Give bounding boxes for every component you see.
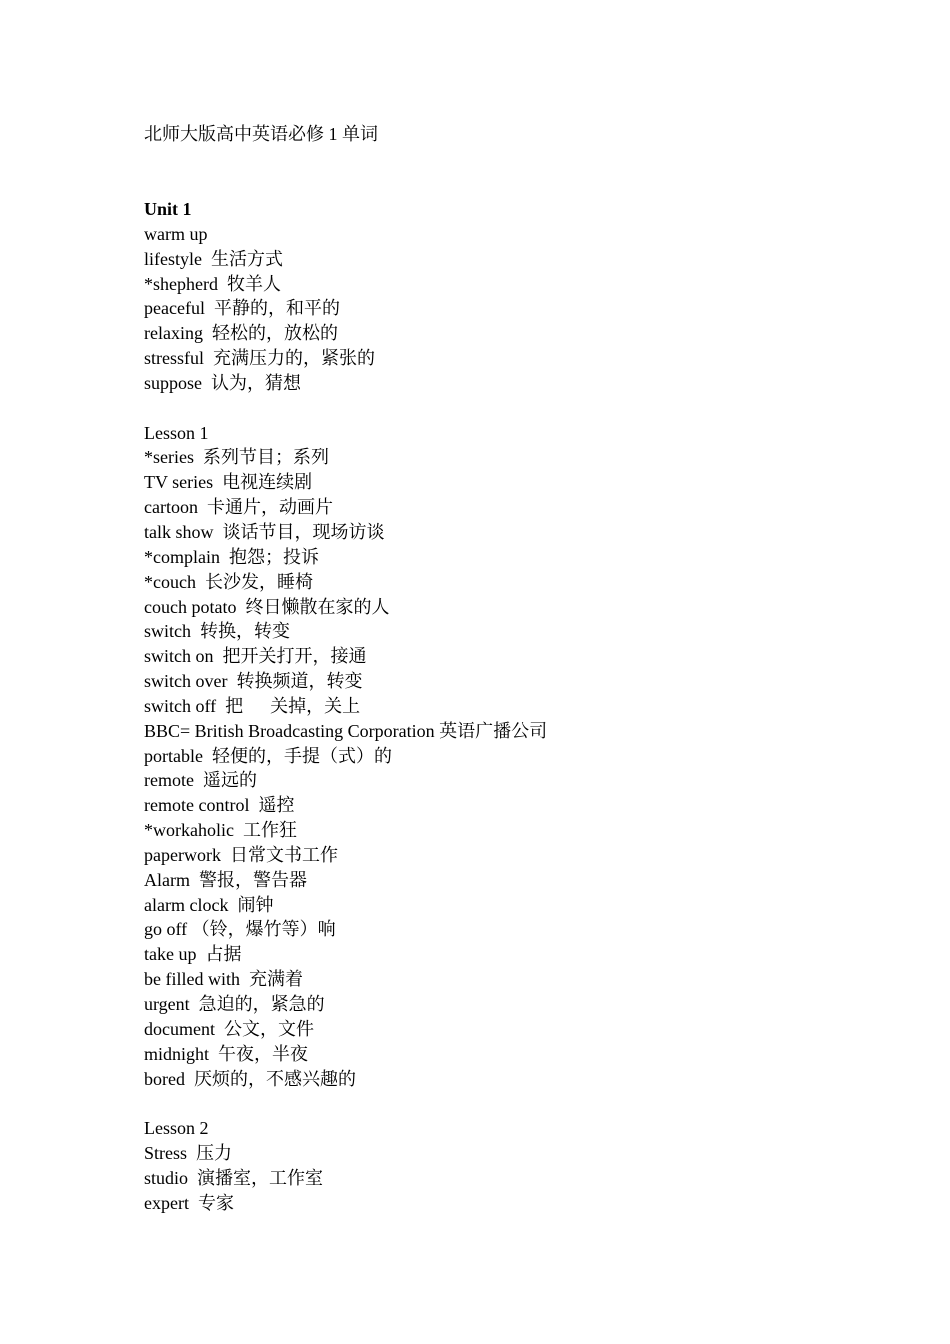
vocab-entry: midnight 午夜，半夜 (144, 1043, 309, 1064)
vocab-entry: TV series 电视连续剧 (144, 472, 313, 493)
vocab-entry: expert 专家 (144, 1192, 234, 1213)
vocab-entry: *shepherd 牧羊人 (144, 273, 281, 294)
lesson-heading: Lesson 1 (144, 422, 209, 443)
warmup-list (144, 222, 904, 396)
vocab-entry: *complain 抱怨；投诉 (144, 546, 319, 567)
lesson2-list (144, 1141, 904, 1216)
vocab-entry: *workaholic 工作狂 (144, 820, 297, 841)
vocab-entry: paperwork 日常文书工作 (144, 844, 338, 865)
vocab-entry: studio 演播室，工作室 (144, 1167, 324, 1188)
vocab-entry: be filled with 充满着 (144, 969, 303, 990)
vocab-entry: BBC= British Broadcasting Corporation 英语广播公司 (144, 720, 548, 741)
vocab-entry: suppose 认为，猜想 (144, 372, 301, 393)
document-page (144, 122, 904, 1216)
spacer (144, 147, 904, 197)
vocab-entry: talk show 谈话节目，现场访谈 (144, 521, 385, 542)
lesson1-list (144, 445, 904, 1091)
vocab-entry: switch over 转换频道，转变 (144, 671, 363, 692)
vocab-entry: couch potato 终日懒散在家的人 (144, 596, 390, 617)
vocab-entry: bored 厌烦的，不感兴趣的 (144, 1068, 356, 1089)
lesson-heading: Lesson 2 (144, 1118, 209, 1139)
vocab-entry: switch on 把开关打开，接通 (144, 646, 367, 667)
vocab-entry: *couch 长沙发，睡椅 (144, 571, 313, 592)
vocab-entry: Alarm 警报，警告器 (144, 869, 307, 890)
spacer (144, 396, 904, 421)
vocab-entry: cartoon 卡通片，动画片 (144, 497, 333, 518)
vocab-entry: relaxing 轻松的，放松的 (144, 323, 338, 344)
vocab-entry: lifestyle 生活方式 (144, 248, 283, 269)
vocab-entry: document 公文，文件 (144, 1018, 314, 1039)
vocab-entry: Stress 压力 (144, 1143, 233, 1164)
vocab-entry: *series 系列节目；系列 (144, 447, 329, 468)
vocab-entry: go off （铃，爆竹等）响 (144, 919, 336, 940)
vocab-entry: remote 遥远的 (144, 770, 257, 791)
unit-heading: Unit 1 (144, 199, 192, 219)
vocab-entry: alarm clock 闹钟 (144, 894, 274, 915)
vocab-entry: stressful 充满压力的，紧张的 (144, 348, 375, 369)
vocab-entry: portable 轻便的，手提（式）的 (144, 745, 392, 766)
spacer (144, 1091, 904, 1116)
vocab-entry: take up 占据 (144, 944, 242, 965)
document-title: 北师大版高中英语必修 1 单词 (144, 124, 378, 144)
vocab-entry: peaceful 平静的，和平的 (144, 298, 340, 319)
vocab-entry: urgent 急迫的，紧急的 (144, 994, 325, 1014)
vocab-entry: switch 转换，转变 (144, 621, 290, 642)
vocab-entry: switch off 把 关掉，关上 (144, 695, 361, 716)
vocab-entry: warm up (144, 223, 208, 244)
vocab-entry: remote control 遥控 (144, 795, 295, 816)
